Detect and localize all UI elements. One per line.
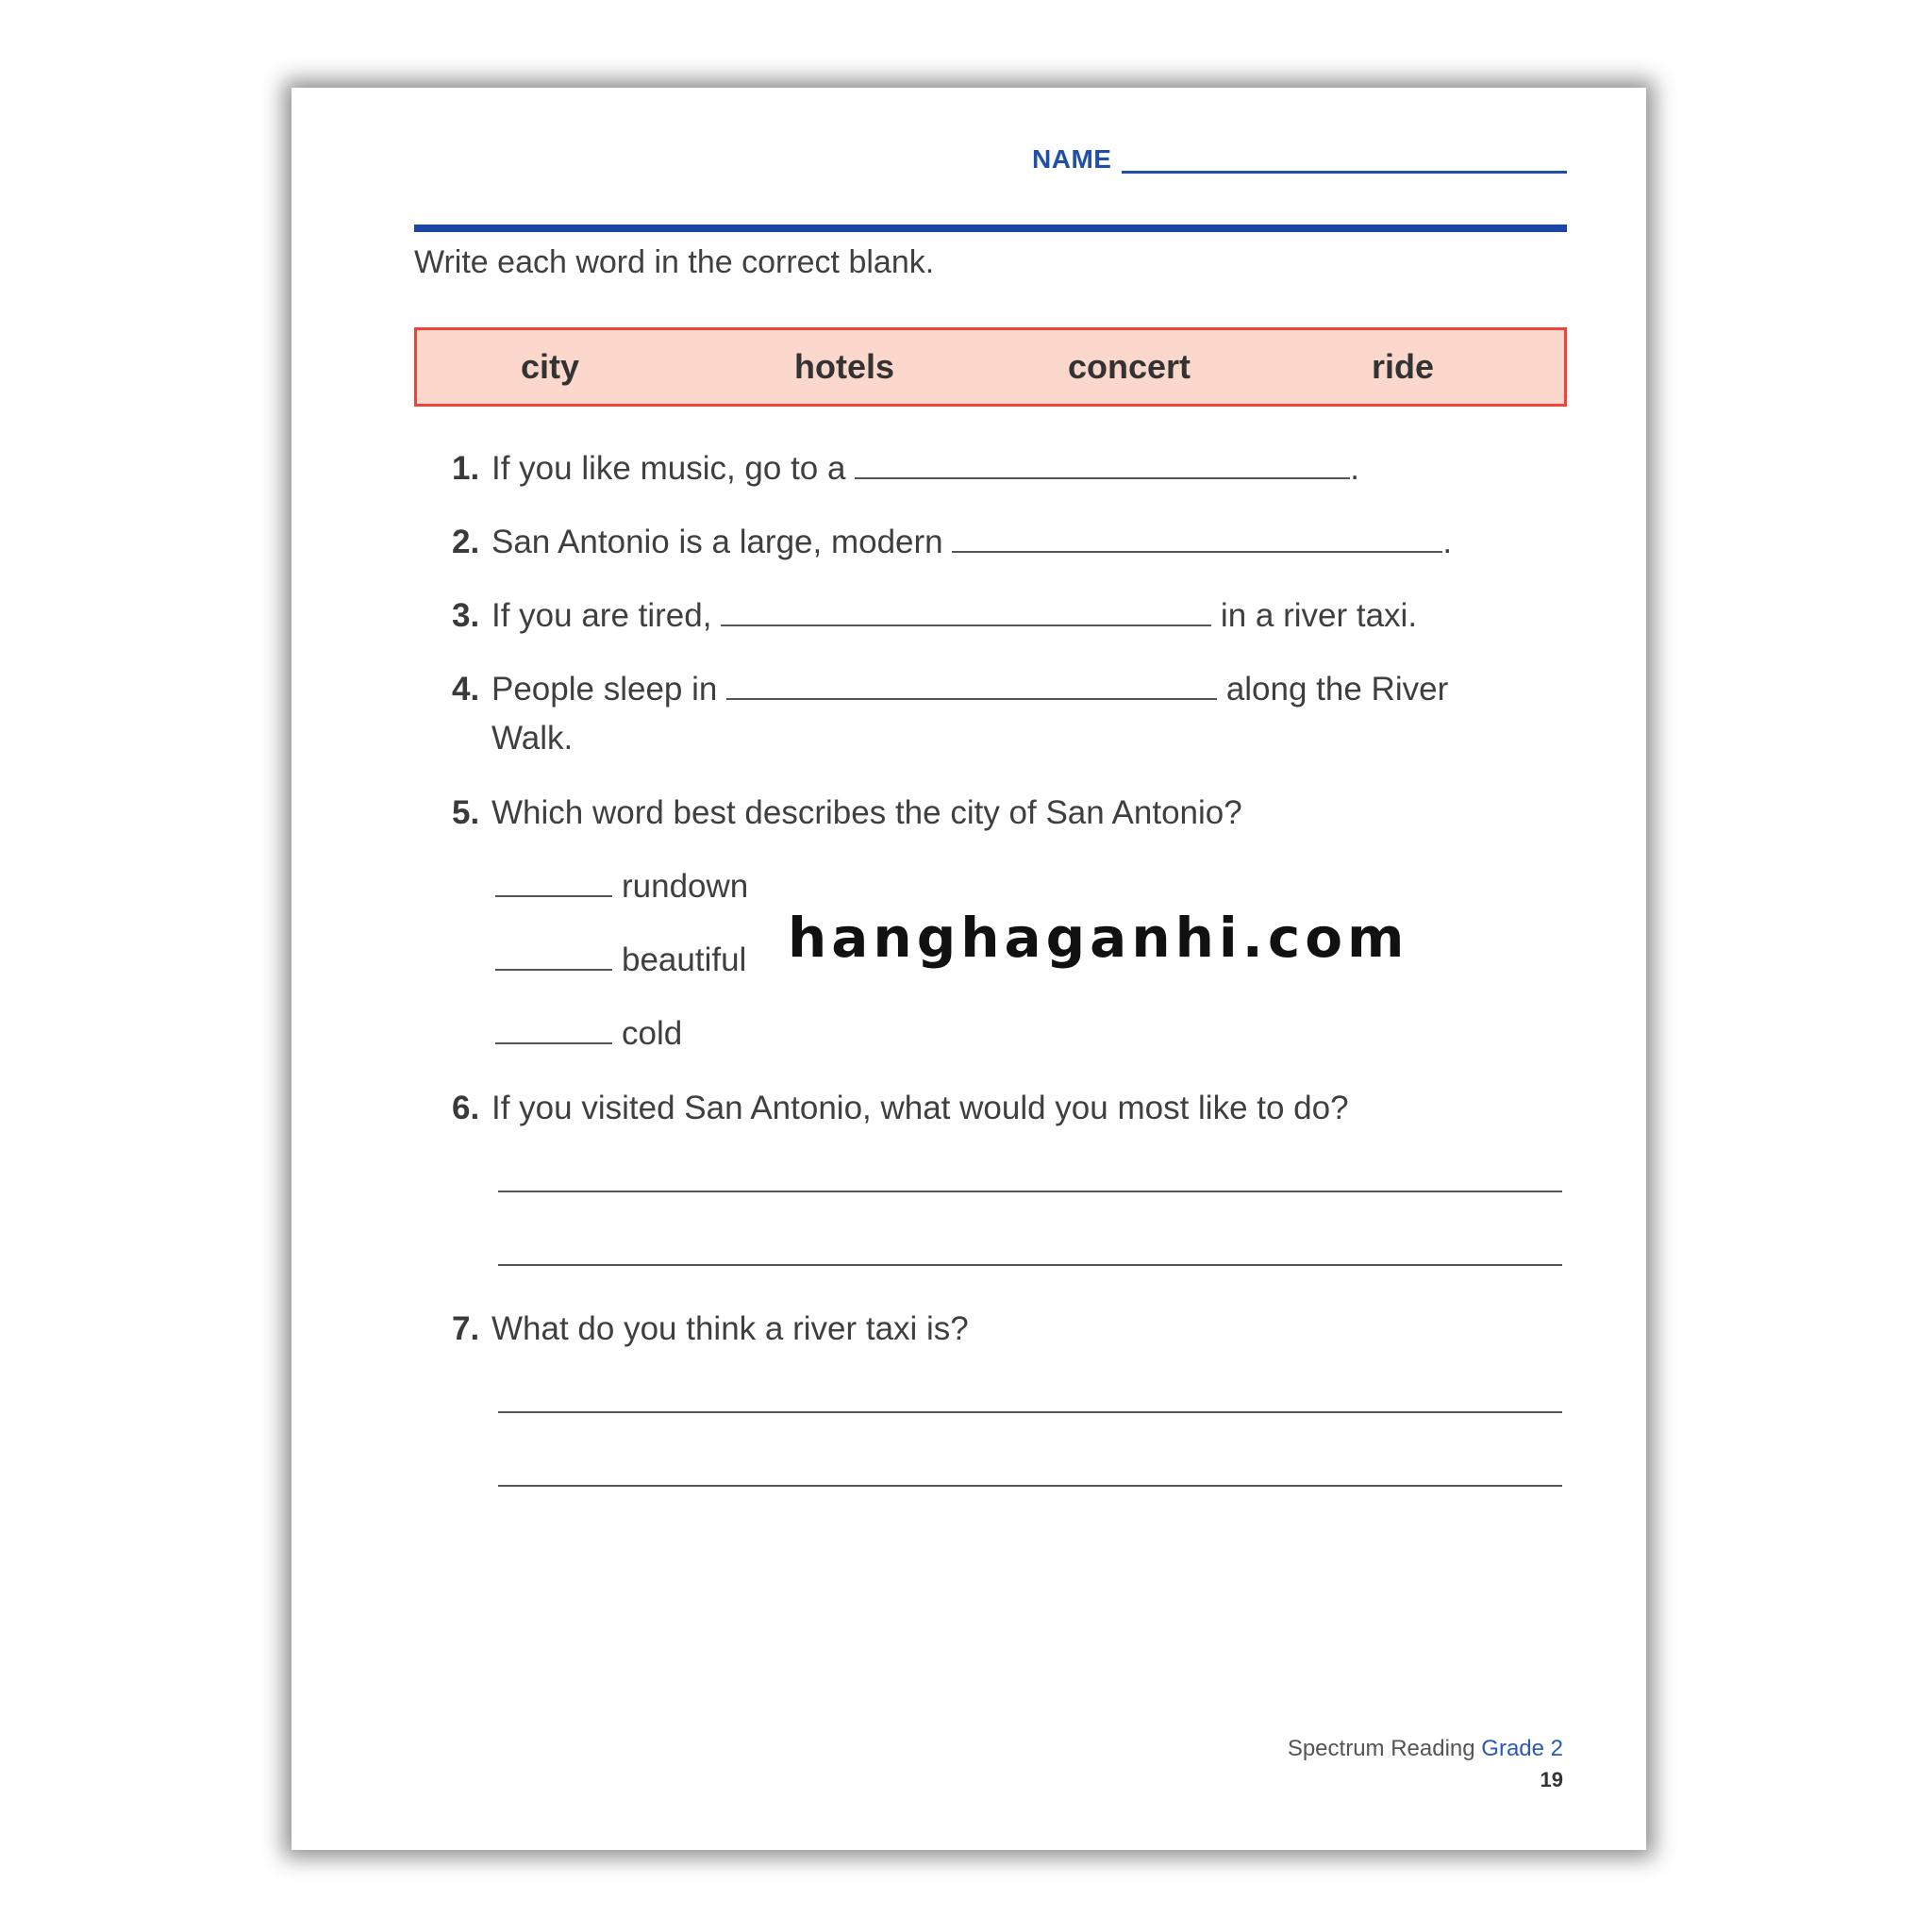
question-number: 4. [452, 671, 480, 708]
word-bank-item: ride [1372, 347, 1435, 386]
question-text: If you visited San Antonio, what would you most like to do? [491, 1090, 1349, 1126]
question-number: 6. [452, 1090, 480, 1126]
word-bank-item: concert [1068, 347, 1191, 386]
question-text-after: . [1442, 524, 1453, 560]
question-number: 7. [452, 1310, 480, 1347]
fill-blank[interactable] [721, 596, 1211, 626]
watermark-text: hanghaganhi.com [788, 906, 1409, 970]
fill-blank[interactable] [726, 670, 1217, 700]
word-bank-item: city [521, 347, 580, 386]
question-text: What do you think a river taxi is? [491, 1310, 969, 1347]
question-number: 1. [452, 450, 480, 487]
fill-blank[interactable] [952, 523, 1442, 553]
choice-cold [495, 1014, 682, 1053]
question-text-after: along the River [1225, 671, 1449, 708]
question-text: San Antonio is a large, modern [491, 524, 943, 560]
question-text: If you like music, go to a [491, 450, 846, 487]
question-number: 5. [452, 794, 480, 831]
choice-label: rundown [622, 868, 749, 905]
question-text-after: in a river taxi. [1220, 597, 1418, 634]
question-text: Which word best describes the city of San Antonio? [491, 794, 1242, 831]
question-number: 2. [452, 524, 480, 560]
word-bank-item: hotels [794, 347, 895, 386]
question-2 [452, 518, 1452, 567]
answer-line[interactable] [498, 1485, 1562, 1487]
question-6 [452, 1084, 1349, 1133]
answer-line[interactable] [498, 1191, 1562, 1192]
choice-blank[interactable] [495, 1014, 612, 1044]
question-text-continuation: Walk. [491, 720, 574, 757]
choice-blank[interactable] [495, 941, 612, 971]
header-rule [414, 225, 1567, 232]
footer-grade: Grade 2 [1481, 1736, 1563, 1761]
question-text-after: . [1350, 450, 1359, 487]
choice-beautiful [495, 941, 746, 979]
instruction-text: Write each word in the correct blank. [414, 244, 935, 280]
word-bank [414, 327, 1567, 407]
question-4 [452, 665, 1546, 763]
footer-series: Spectrum Reading [1287, 1736, 1475, 1761]
choice-rundown [495, 867, 748, 906]
question-text: People sleep in [491, 671, 718, 708]
page-number: 19 [1540, 1768, 1563, 1791]
question-7 [452, 1305, 969, 1354]
choice-label: cold [622, 1015, 683, 1052]
answer-line[interactable] [498, 1264, 1562, 1266]
name-row [291, 144, 1646, 182]
name-blank[interactable] [1122, 171, 1567, 174]
choice-label: beautiful [622, 941, 747, 978]
footer-brand [1288, 1736, 1563, 1762]
choice-blank[interactable] [495, 867, 612, 897]
question-5 [452, 789, 1242, 838]
fill-blank[interactable] [855, 449, 1350, 479]
answer-line[interactable] [498, 1411, 1562, 1413]
question-text: If you are tired, [491, 597, 712, 634]
question-number: 3. [452, 597, 480, 634]
question-3 [452, 591, 1417, 641]
question-1 [452, 444, 1359, 493]
name-label: NAME [1032, 144, 1112, 174]
